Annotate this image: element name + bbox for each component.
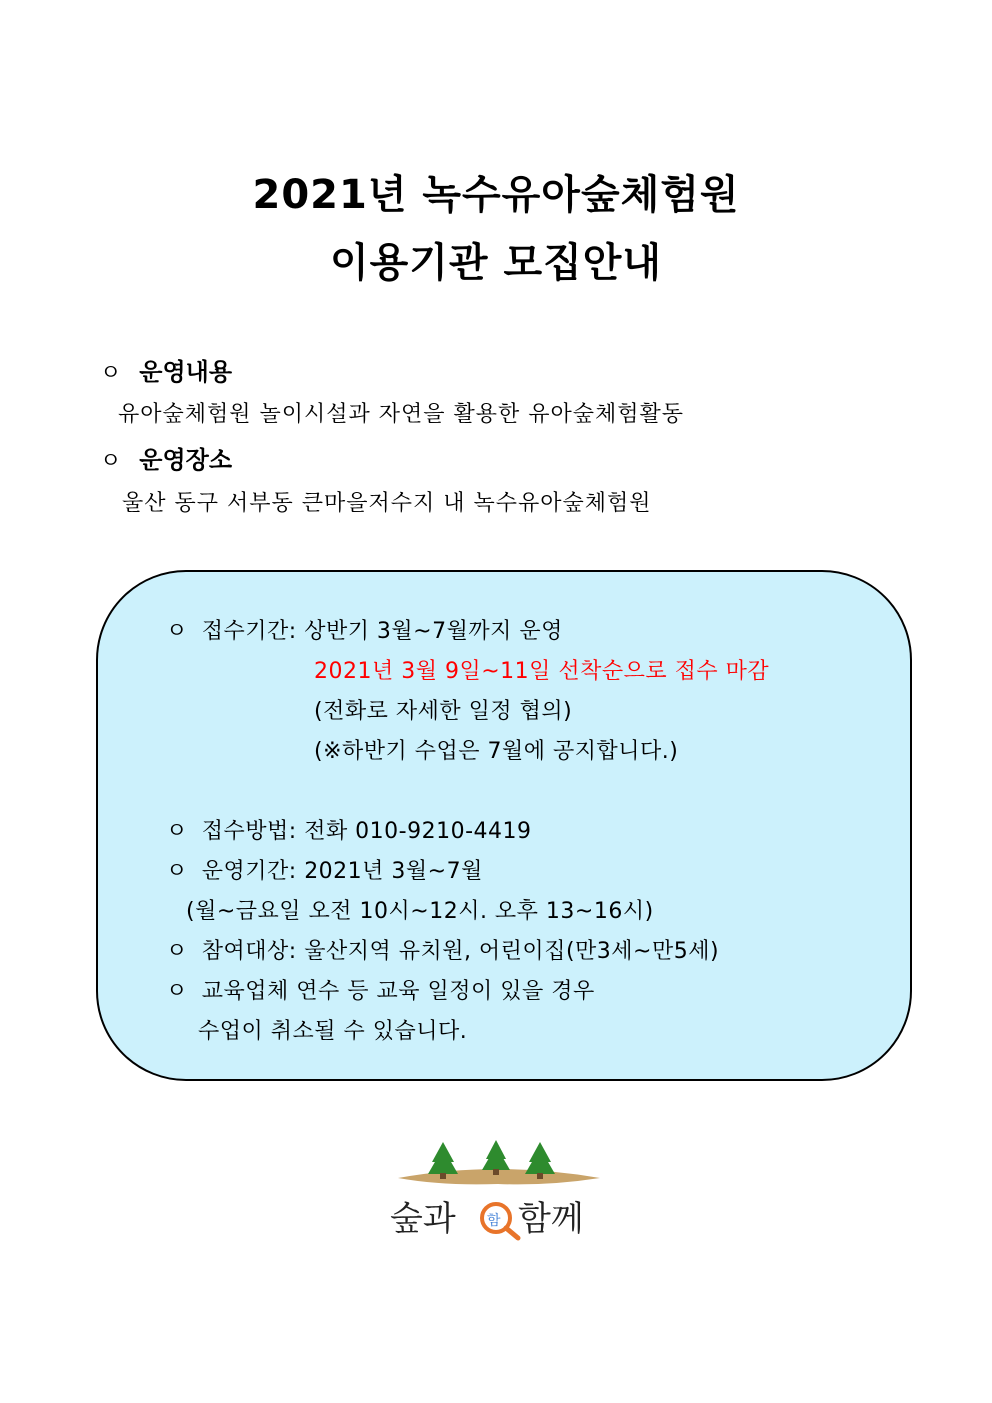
cancellation-line-1: ㅇ 교육업체 연수 등 교육 일정이 있을 경우	[166, 979, 595, 1004]
reception-method-line: ㅇ 접수방법: 전화 010-9210-4419	[166, 819, 532, 844]
section-body-operation-content: 유아숲체험원 놀이시설과 자연을 활용한 유아숲체험활동	[118, 402, 685, 427]
reception-note-phone: (전화로 자세한 일정 협의)	[314, 699, 573, 724]
svg-text:함께: 함께	[518, 1199, 584, 1239]
cancellation-line-2: 수업이 취소될 수 있습니다.	[198, 1019, 468, 1044]
forest-logo-icon	[388, 1140, 608, 1245]
section-heading-operation-content: ㅇ 운영내용	[100, 358, 233, 386]
title-line-2: 이용기관 모집안내	[329, 240, 663, 286]
reception-deadline-highlight: 2021년 3월 9일~11일 선착순으로 접수 마감	[314, 659, 770, 684]
circle-marker-icon: ㅇ	[166, 619, 188, 644]
svg-text:함: 함	[487, 1213, 501, 1229]
operation-period-line: ㅇ 운영기간: 2021년 3월~7월	[166, 859, 483, 884]
operation-hours-line: (월~금요일 오전 10시~12시. 오후 13~16시)	[186, 899, 654, 924]
circle-marker-icon: ㅇ	[166, 859, 188, 884]
svg-text:숲과: 숲과	[390, 1199, 456, 1239]
circle-marker-icon: ㅇ	[166, 939, 188, 964]
title-line-1: 2021년 녹수유아숲체험원	[252, 172, 740, 218]
circle-marker-icon: ㅇ	[166, 979, 188, 1004]
circle-marker-icon: ㅇ	[100, 449, 122, 474]
forest-logo	[388, 1140, 608, 1245]
reception-period-line: ㅇ 접수기간: 상반기 3월~7월까지 운영	[166, 619, 563, 644]
circle-marker-icon: ㅇ	[166, 819, 188, 844]
section-heading-operation-place: ㅇ 운영장소	[100, 446, 233, 474]
circle-marker-icon: ㅇ	[100, 361, 122, 386]
reception-note-second-half: (※하반기 수업은 7월에 공지합니다.)	[314, 739, 679, 764]
info-box	[96, 570, 912, 1081]
participants-line: ㅇ 참여대상: 울산지역 유치원, 어린이집(만3세~만5세)	[166, 939, 720, 964]
section-body-operation-place: 울산 동구 서부동 큰마을저수지 내 녹수유아숲체험원	[122, 491, 652, 516]
